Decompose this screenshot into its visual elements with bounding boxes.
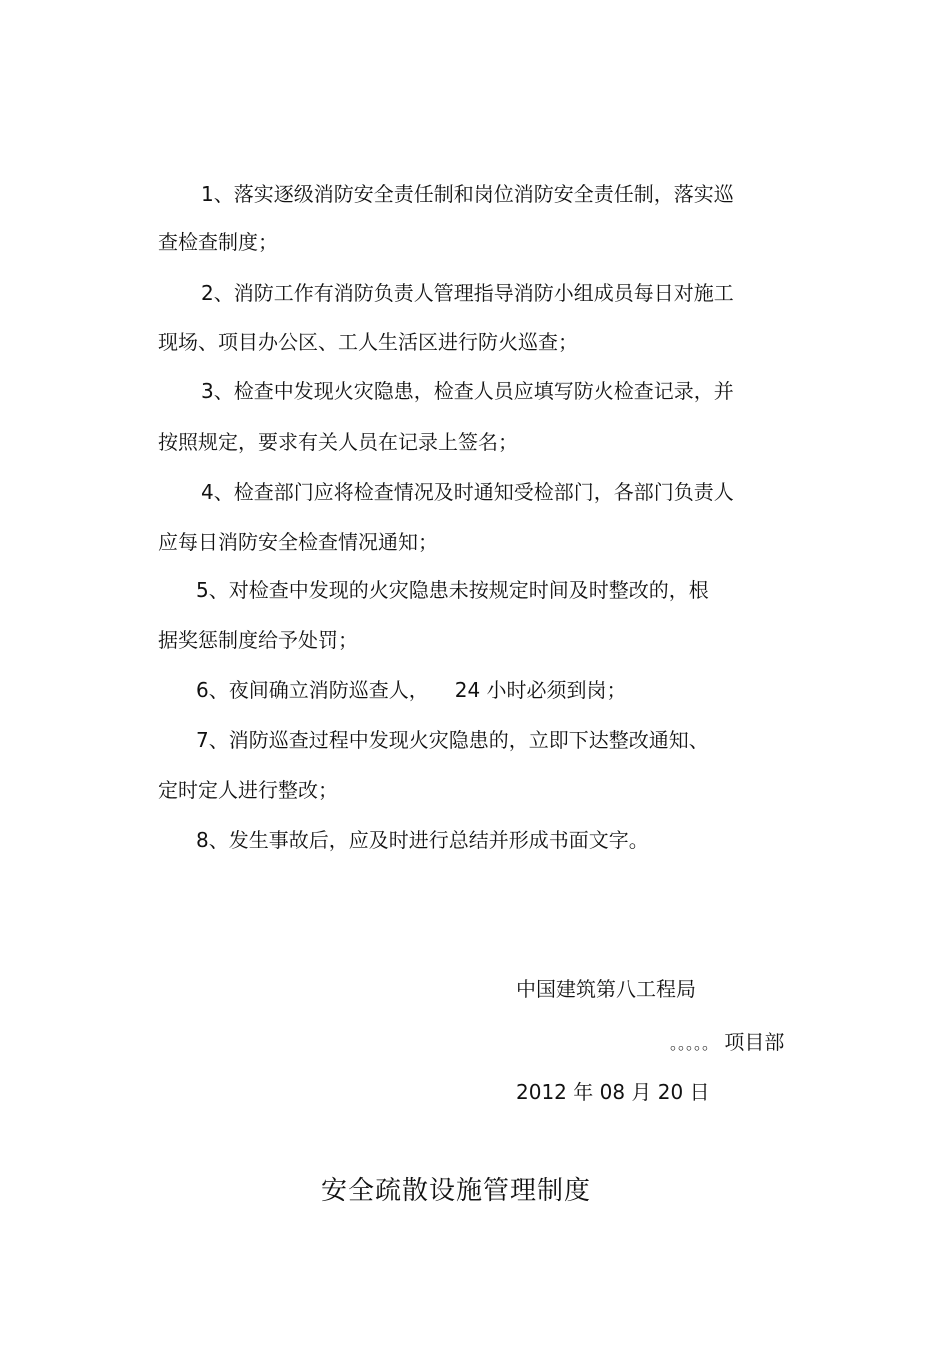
item-3-line-1: 3、检查中发现火灾隐患，检查人员应填写防火检查记录，并 [201,379,734,403]
item-2-line-1: 2、消防工作有消防负责人管理指导消防小组成员每日对施工 [201,281,734,305]
item-6-part-1: 6、夜间确立消防巡查人， [196,678,429,702]
item-2-line-2: 现场、项目办公区、工人生活区进行防火巡查； [158,330,578,354]
signature-department: 项目部 [724,1030,785,1054]
item-5-line-1: 5、对检查中发现的火灾隐患未按规定时间及时整改的，根 [196,578,709,602]
section-title: 安全疏散设施管理制度 [321,1176,592,1206]
item-1-line-1: 1、落实逐级消防安全责任制和岗位消防安全责任制，落实巡 [201,182,734,206]
signature-placeholder: 。。。。。 [670,1034,719,1053]
item-4-line-2: 应每日消防安全检查情况通知； [158,530,438,554]
signature-department-line [670,1030,784,1056]
signature-organization: 中国建筑第八工程局 [516,977,696,1001]
item-7-line-2: 定时定人进行整改； [158,778,338,802]
item-8-line-1: 8、发生事故后，应及时进行总结并形成书面文字。 [196,828,649,852]
item-7-line-1: 7、消防巡查过程中发现火灾隐患的，立即下达整改通知、 [196,728,709,752]
item-5-line-2: 据奖惩制度给予处罚； [158,628,358,652]
item-6-line [196,678,627,702]
item-4-line-1: 4、检查部门应将检查情况及时通知受检部门，各部门负责人 [201,480,734,504]
item-6-part-2: 24 小时必须到岗； [454,678,627,702]
signature-date: 2012 年 08 月 20 日 [516,1080,710,1104]
item-3-line-2: 按照规定，要求有关人员在记录上签名； [158,430,518,454]
item-1-line-2: 查检查制度； [158,230,278,254]
